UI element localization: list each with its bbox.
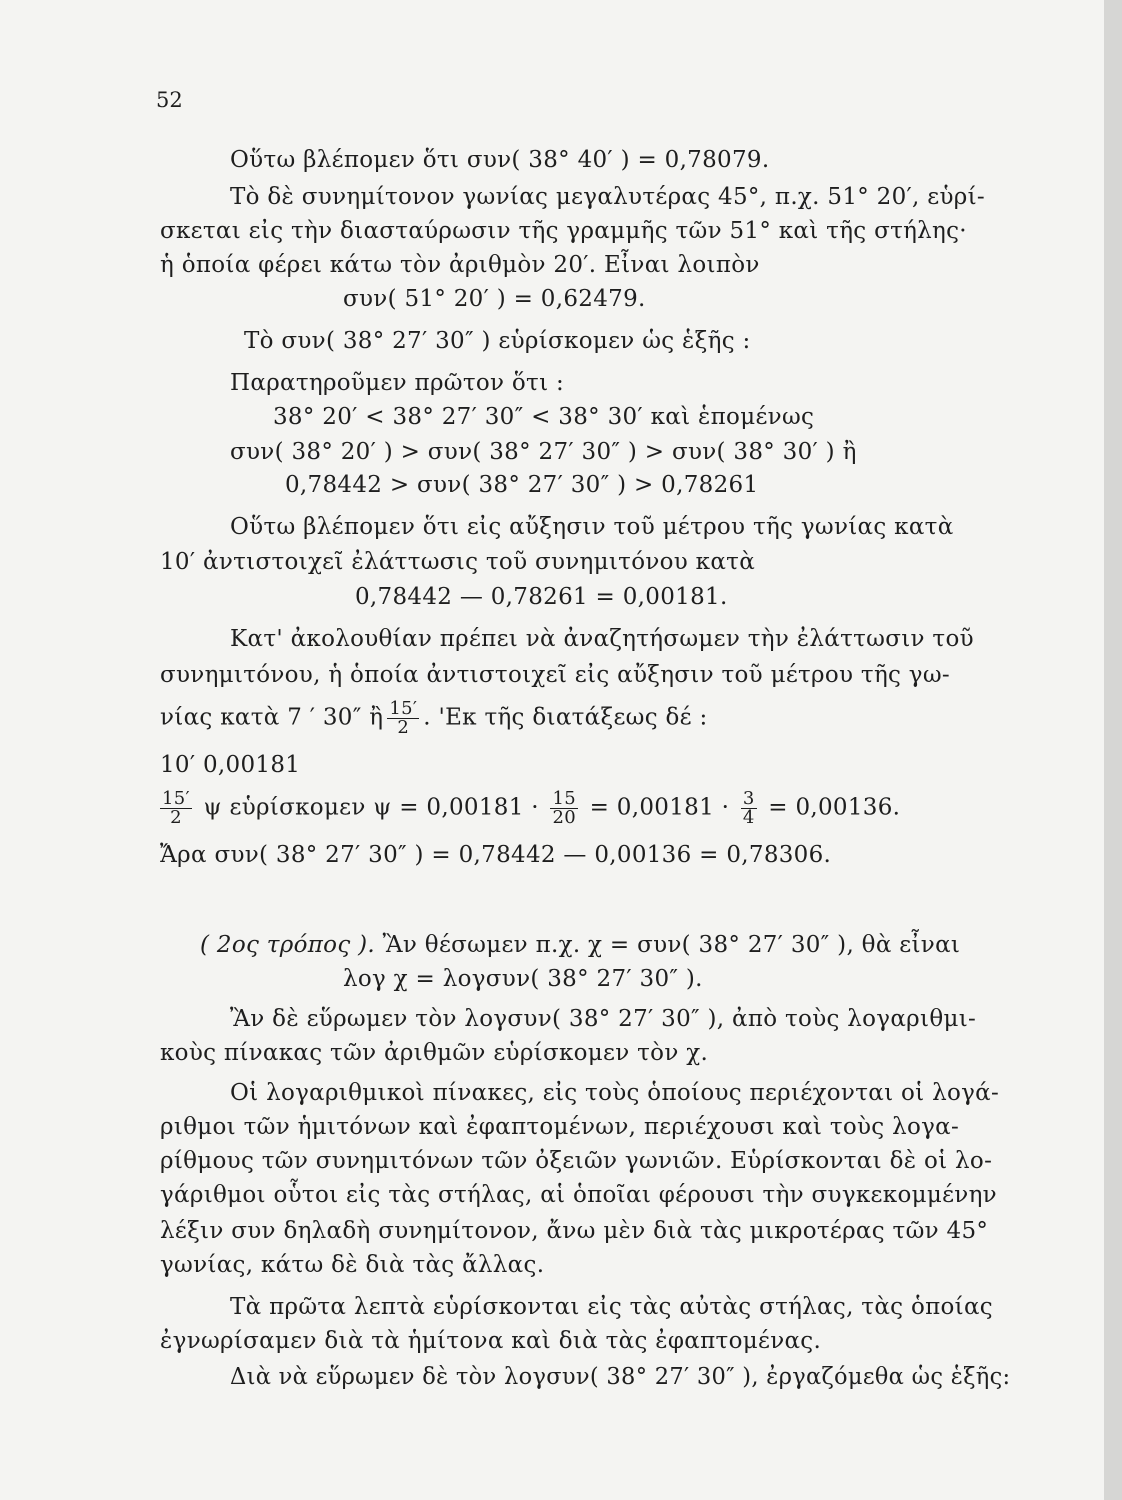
inequality-angles: 38° 20′ < 38° 27′ 30″ < 38° 30′ καὶ ἑπομένως bbox=[273, 404, 815, 430]
inequality-values: 0,78442 > συν( 38° 27′ 30″ ) > 0,78261 bbox=[285, 472, 759, 498]
fraction-numerator: 15′ bbox=[162, 788, 190, 809]
text-line-2: Τὸ δὲ συνημίτονον γωνίας μεγαλυτέρας 45°, π.χ. 51° 20′, εὑρί- bbox=[230, 184, 985, 210]
text-line-6: Τὸ συν( 38° 27′ 30″ ) εὑρίσκομεν ὡς ἑξῆς : bbox=[244, 328, 751, 354]
text-line-4: ἡ ὁποία φέρει κάτω τὸν ἀριθμὸν 20′. Εἶναι λοιπὸν bbox=[160, 252, 760, 278]
fraction-numerator: 15′ bbox=[389, 698, 418, 719]
method-heading: ( 2ος τρόπος ). bbox=[200, 932, 375, 958]
text-line-15: συνημιτόνου, ἡ ὁποία ἀντιστοιχεῖ εἰς αὔξησιν τοῦ μέτρου τῆς γω- bbox=[160, 662, 950, 688]
text-line-22: Ἂν δὲ εὕρωμεν τὸν λογσυν( 38° 27′ 30″ ), ἀπὸ τοὺς λογαριθμι- bbox=[230, 1006, 977, 1032]
equation-log: λογ χ = λογσυν( 38° 27′ 30″ ). bbox=[343, 966, 703, 992]
proportion-text-a: ψ εὑρίσκομεν ψ = 0,00181 · bbox=[203, 794, 539, 821]
text-line-24: Οἱ λογαριθμικοὶ πίνακες, εἰς τοὺς ὁποίους περιέχονται οἱ λογά- bbox=[230, 1080, 1000, 1106]
text-line-25: ριθμοι τῶν ἡμιτόνων καὶ ἐφαπτομένων, περιέχουσι καὶ τοὺς λογα- bbox=[160, 1114, 960, 1140]
text-line-20 bbox=[200, 930, 960, 960]
text-line-20-rest: Ἂν θέσωμεν π.χ. χ = συν( 38° 27′ 30″ ), θὰ εἶναι bbox=[382, 932, 961, 958]
text-line-32: Διὰ νὰ εὕρωμεν δὲ τὸν λογσυν( 38° 27′ 30″ ), ἐργαζόμεθα ὡς ἑξῆς: bbox=[230, 1364, 1011, 1390]
fraction-denominator: 4 bbox=[742, 807, 755, 828]
text-line-16-start: νίας κατὰ 7 ′ 30″ ἢ bbox=[160, 704, 384, 731]
proportion-text-b: = 0,00181 · bbox=[589, 794, 730, 821]
text-line-14: Κατ' ἀκολουθίαν πρέπει νὰ ἀναζητήσωμεν τὴν ἐλάττωσιν τοῦ bbox=[230, 626, 974, 652]
equation-difference: 0,78442 — 0,78261 = 0,00181. bbox=[355, 584, 728, 610]
proportion-row-1: 10′ 0,00181 bbox=[160, 752, 301, 778]
text-line-16 bbox=[160, 700, 708, 737]
text-line-11: Οὕτω βλέπομεν ὅτι εἰς αὔξησιν τοῦ μέτρου τῆς γωνίας κατὰ bbox=[230, 514, 954, 540]
fraction-denominator: 2 bbox=[160, 808, 192, 827]
equation-cos-51-20: συν( 51° 20′ ) = 0,62479. bbox=[343, 286, 646, 312]
text-line-16-end: . 'Εκ τῆς διατάξεως δέ : bbox=[423, 704, 708, 731]
proportion-row-2 bbox=[160, 790, 900, 827]
page-number: 52 bbox=[156, 88, 183, 112]
text-line-30: Τὰ πρῶτα λεπτὰ εὑρίσκονται εἰς τὰς αὐτὰς στήλας, τὰς ὁποίας bbox=[230, 1294, 993, 1320]
fraction-15-over-2-b bbox=[160, 790, 192, 827]
inequality-cosines: συν( 38° 20′ ) > συν( 38° 27′ 30″ ) > συν( 38° 30′ ) ἢ bbox=[230, 439, 857, 465]
fraction-denominator: 20 bbox=[552, 807, 576, 828]
text-line-23: κοὺς πίνακας τῶν ἀριθμῶν εὑρίσκομεν τὸν χ. bbox=[160, 1040, 709, 1066]
text-line-31: ἐγνωρίσαμεν διὰ τὰ ἡμίτονα καὶ διὰ τὰς ἐφαπτομένας. bbox=[160, 1328, 822, 1354]
fraction-3-over-4 bbox=[741, 790, 757, 827]
fraction-denominator: 2 bbox=[387, 718, 419, 737]
text-line-29: γωνίας, κάτω δὲ διὰ τὰς ἄλλας. bbox=[160, 1252, 545, 1278]
proportion-text-c: = 0,00136. bbox=[768, 794, 901, 821]
text-line-27: γάριθμοι οὗτοι εἰς τὰς στήλας, αἱ ὁποῖαι φέρουσι τὴν συγκεκομμένην bbox=[160, 1182, 997, 1208]
text-line-12: 10′ ἀντιστοιχεῖ ἐλάττωσις τοῦ συνημιτόνου κατὰ bbox=[160, 549, 756, 575]
text-line-1: Οὕτω βλέπομεν ὅτι συν( 38° 40′ ) = 0,78079. bbox=[230, 147, 770, 173]
text-line-28: λέξιν συν δηλαδὴ συνημίτονον, ἄνω μὲν διὰ τὰς μικροτέρας τῶν 45° bbox=[160, 1218, 989, 1244]
result-equation: Ἄρα συν( 38° 27′ 30″ ) = 0,78442 — 0,00136 = 0,78306. bbox=[160, 842, 832, 868]
text-line-3: σκεται εἰς τὴν διασταύρωσιν τῆς γραμμῆς τῶν 51° καὶ τῆς στήλης· bbox=[160, 218, 967, 244]
fraction-15-over-20 bbox=[550, 790, 578, 827]
fraction-numerator: 3 bbox=[742, 788, 755, 809]
page-edge bbox=[1104, 0, 1122, 1500]
fraction-15-over-2 bbox=[387, 700, 419, 737]
fraction-numerator: 15 bbox=[552, 788, 576, 809]
text-line-7: Παρατηροῦμεν πρῶτον ὅτι : bbox=[230, 370, 565, 396]
text-line-26: ρίθμους τῶν συνημιτόνων τῶν ὀξειῶν γωνιῶν. Εὑρίσκονται δὲ οἱ λο- bbox=[160, 1148, 993, 1174]
